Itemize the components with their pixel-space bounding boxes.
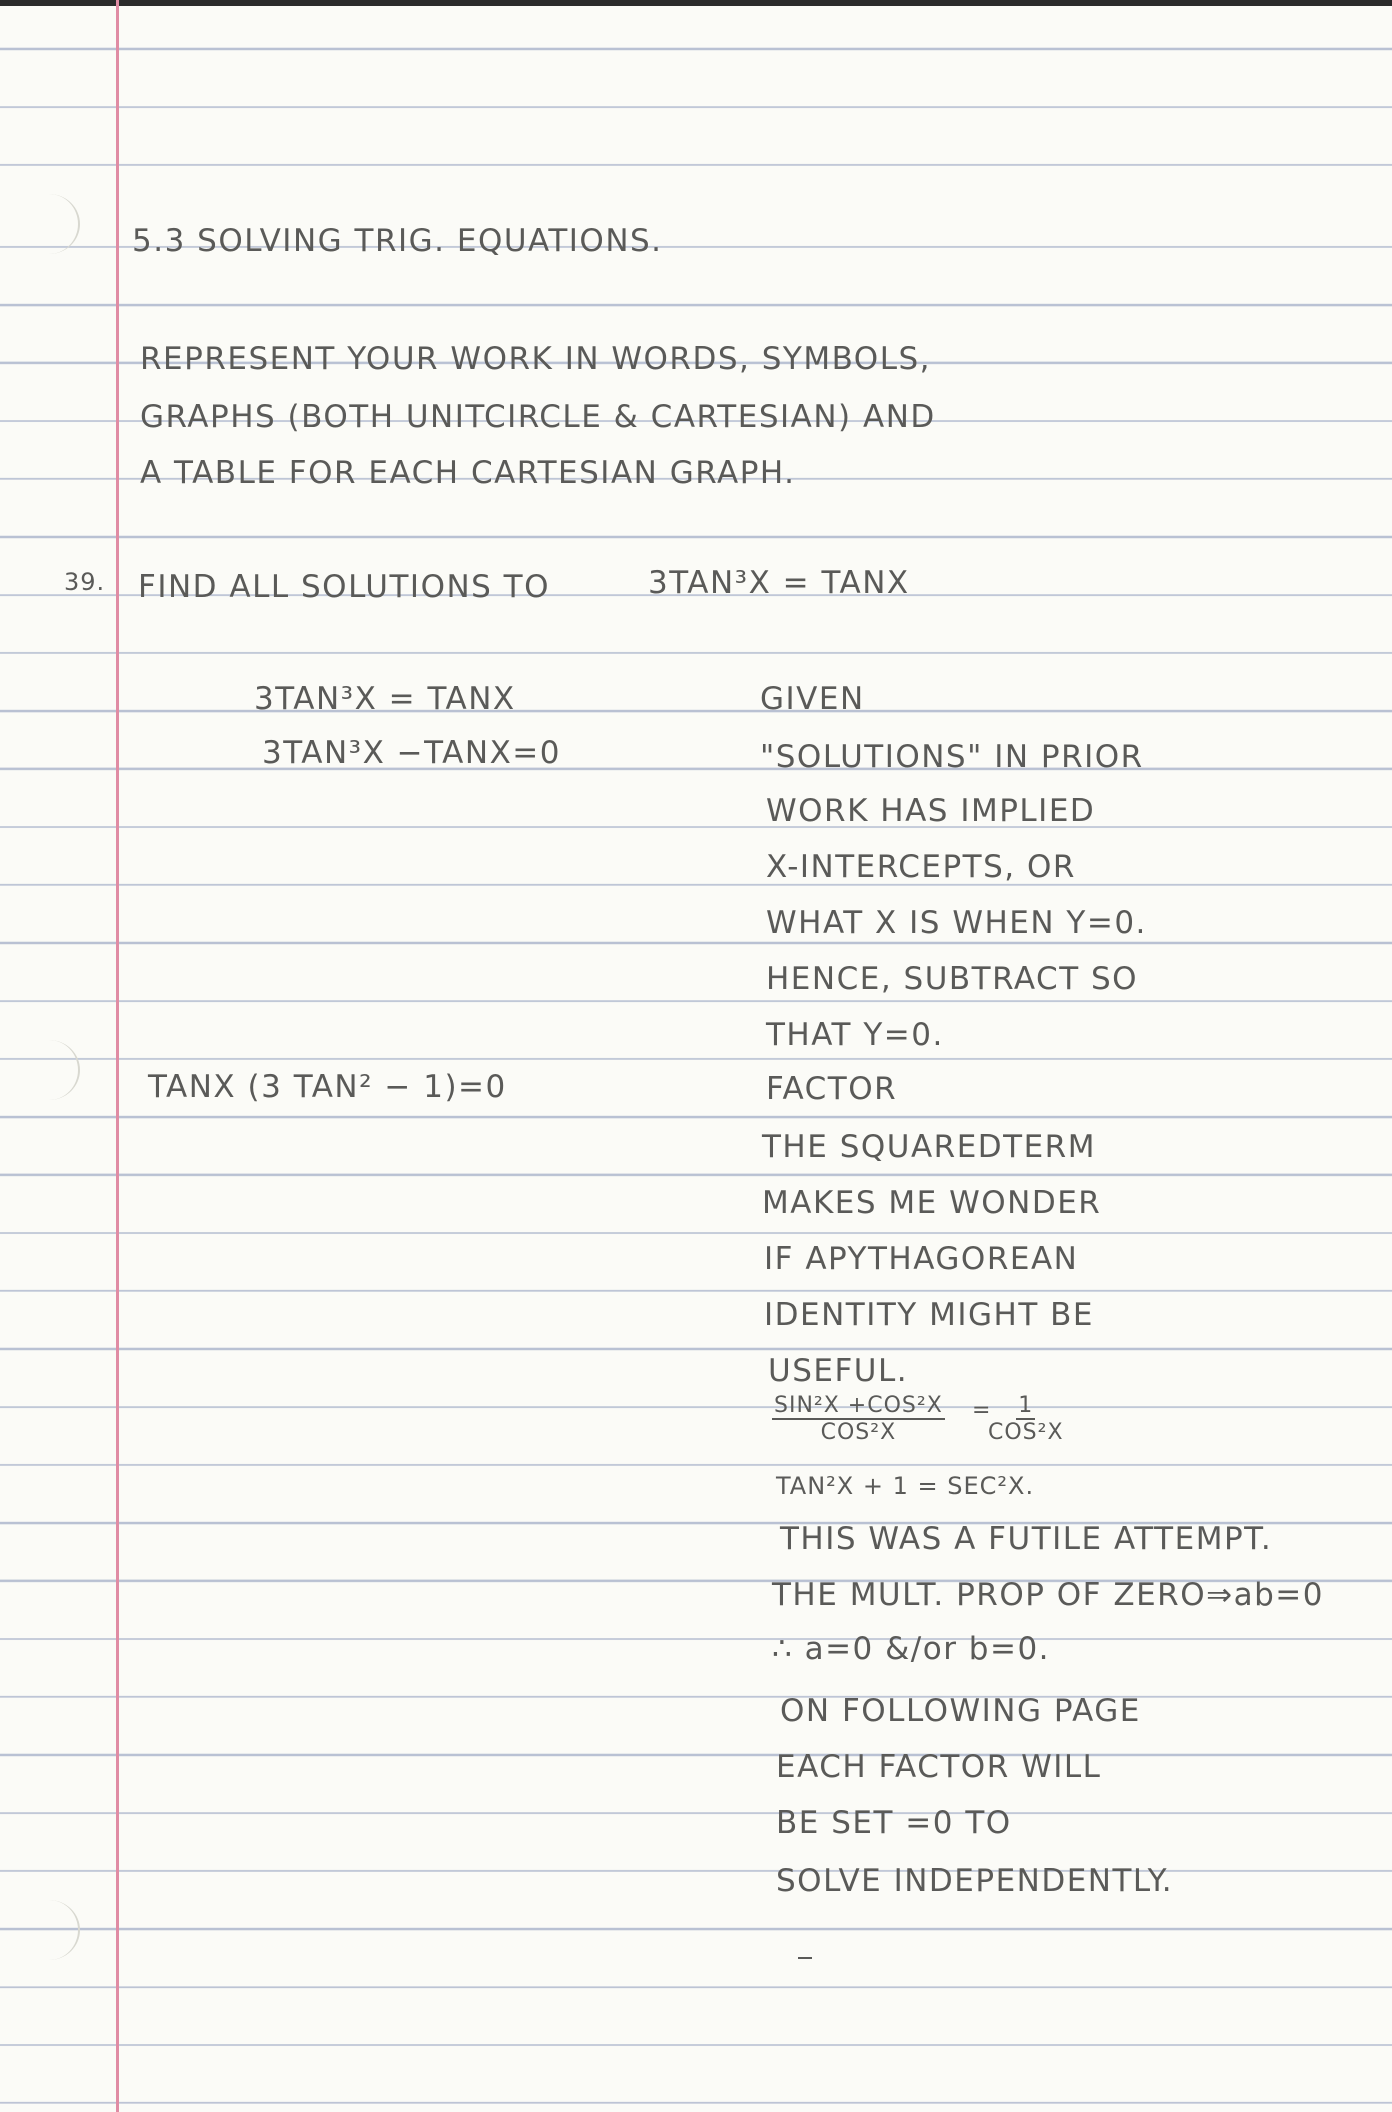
work-step: 3TAN³X = TANX	[254, 681, 516, 717]
identity-rhs-denominator: COS²X	[988, 1420, 1064, 1446]
justification-line: THAT Y=0.	[766, 1017, 944, 1053]
justification-line: FACTOR	[766, 1071, 898, 1107]
identity-rhs-fraction	[988, 1394, 1064, 1444]
binder-hole-middle	[18, 1040, 80, 1100]
pencil-dash-mark	[798, 1957, 812, 1959]
conclusion-line: EACH FACTOR WILL	[776, 1749, 1102, 1785]
identity-rhs-numerator: 1	[1016, 1394, 1035, 1420]
identity-lhs-numerator: SIN²X +COS²X	[772, 1394, 945, 1420]
conclusion-line: BE SET =0 TO	[776, 1805, 1012, 1841]
problem-prompt: FIND ALL SOLUTIONS TO	[138, 569, 551, 605]
section-title: 5.3 SOLVING TRIG. EQUATIONS.	[132, 223, 663, 259]
work-step: 3TAN³X −TANX=0	[262, 735, 562, 771]
instruction-line: A TABLE FOR EACH CARTESIAN GRAPH.	[140, 455, 796, 491]
identity-result: TAN²X + 1 = SEC²X.	[776, 1472, 1035, 1500]
margin-line	[116, 0, 119, 2112]
identity-lhs-denominator: COS²X	[820, 1420, 897, 1446]
instruction-line: REPRESENT YOUR WORK IN WORDS, SYMBOLS,	[140, 341, 932, 377]
justification-line: HENCE, SUBTRACT SO	[766, 961, 1139, 997]
conclusion-line: THE MULT. PROP OF ZERO⇒ab=0	[772, 1577, 1324, 1613]
problem-equation: 3TAN³X = TANX	[648, 565, 910, 601]
justification-line: USEFUL.	[768, 1353, 909, 1389]
justification-line: X-INTERCEPTS, OR	[766, 849, 1076, 885]
justification-line: WORK HAS IMPLIED	[766, 793, 1096, 829]
justification-line: GIVEN	[760, 681, 865, 717]
justification-line: IDENTITY MIGHT BE	[764, 1297, 1094, 1333]
conclusion-line: THIS WAS A FUTILE ATTEMPT.	[780, 1521, 1273, 1557]
identity-equals-sign: =	[972, 1398, 991, 1423]
work-step: TANX (3 TAN² − 1)=0	[148, 1069, 507, 1105]
conclusion-line: ON FOLLOWING PAGE	[780, 1693, 1141, 1729]
justification-line: IF APYTHAGOREAN	[764, 1241, 1079, 1277]
justification-line: MAKES ME WONDER	[762, 1185, 1102, 1221]
justification-line: WHAT X IS WHEN Y=0.	[766, 905, 1147, 941]
justification-line: THE SQUAREDTERM	[762, 1129, 1096, 1165]
justification-line: "SOLUTIONS" IN PRIOR	[760, 739, 1144, 775]
problem-number: 39.	[64, 568, 106, 596]
binder-hole-top	[18, 194, 80, 254]
identity-lhs-fraction	[772, 1394, 945, 1444]
conclusion-line: ∴ a=0 &/or b=0.	[772, 1631, 1051, 1667]
paper-top-edge	[0, 0, 1392, 6]
instruction-line: GRAPHS (BOTH UNITCIRCLE & CARTESIAN) AND	[140, 399, 936, 435]
binder-hole-bottom	[18, 1900, 80, 1960]
conclusion-line: SOLVE INDEPENDENTLY.	[776, 1863, 1174, 1899]
